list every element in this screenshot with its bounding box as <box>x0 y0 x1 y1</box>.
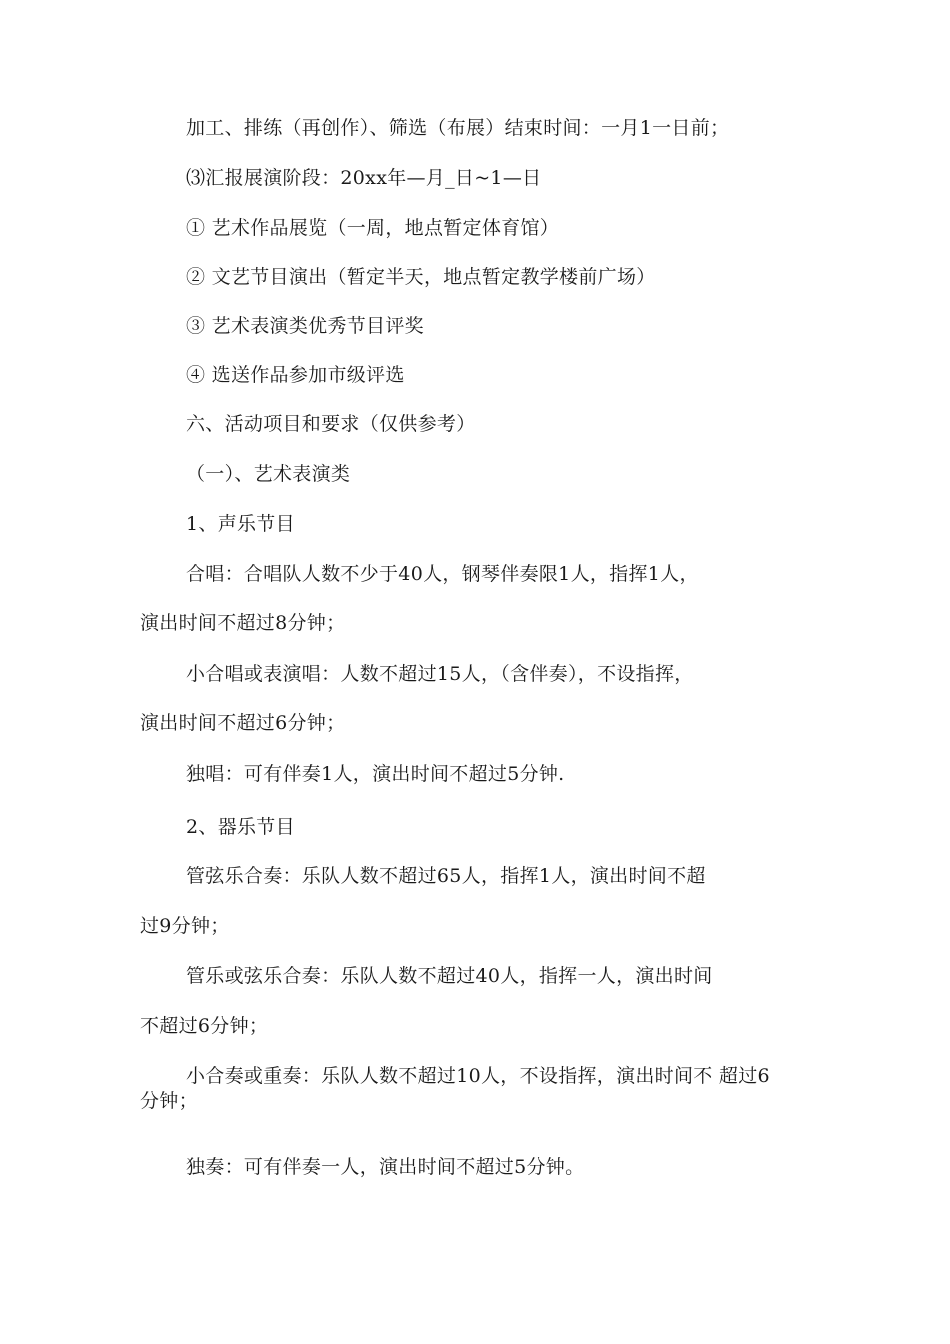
text-line: 分钟； <box>140 1090 198 1112</box>
text-line: 合唱：合唱队人数不少于40人，钢琴伴奏限1人，指挥1人， <box>186 563 699 585</box>
list-item: ② 文艺节目演出（暂定半天，地点暂定教学楼前广场） <box>186 266 656 288</box>
text-line: 独唱：可有伴奏1人，演出时间不超过5分钟. <box>186 763 565 785</box>
text-line: 演出时间不超过8分钟； <box>140 612 346 634</box>
text-line: 管乐或弦乐合奏：乐队人数不超过40人，指挥一人，演出时间 <box>186 965 713 987</box>
list-item: ① 艺术作品展览（一周，地点暂定体育馆） <box>186 217 560 239</box>
item-heading: 1、声乐节目 <box>186 513 295 535</box>
text-line: 管弦乐合奏：乐队人数不超过65人，指挥1人，演出时间不超 <box>186 865 706 887</box>
item-heading: 2、器乐节目 <box>186 816 295 838</box>
text-line: 加工、排练（再创作）、筛选（布展）结束时间：一月1一日前； <box>186 117 730 139</box>
text-line: ⑶汇报展演阶段：20xx年—月_日~1—日 <box>186 167 542 189</box>
section-heading: 六、活动项目和要求（仅供参考） <box>186 413 476 435</box>
subsection-heading: （一）、艺术表演类 <box>186 463 351 485</box>
text-line: 不超过6分钟； <box>140 1015 269 1037</box>
text-line: 小合奏或重奏：乐队人数不超过10人，不设指挥，演出时间不 超过6 <box>186 1065 770 1087</box>
text-line: 小合唱或表演唱：人数不超过15人，（含伴奏），不设指挥， <box>186 663 694 685</box>
list-item: ③ 艺术表演类优秀节目评奖 <box>186 315 424 337</box>
text-line: 演出时间不超过6分钟； <box>140 712 346 734</box>
text-line: 独奏：可有伴奏一人，演出时间不超过5分钟。 <box>186 1156 585 1178</box>
text-line: 过9分钟； <box>140 915 230 937</box>
list-item: ④ 选送作品参加市级评选 <box>186 364 405 386</box>
